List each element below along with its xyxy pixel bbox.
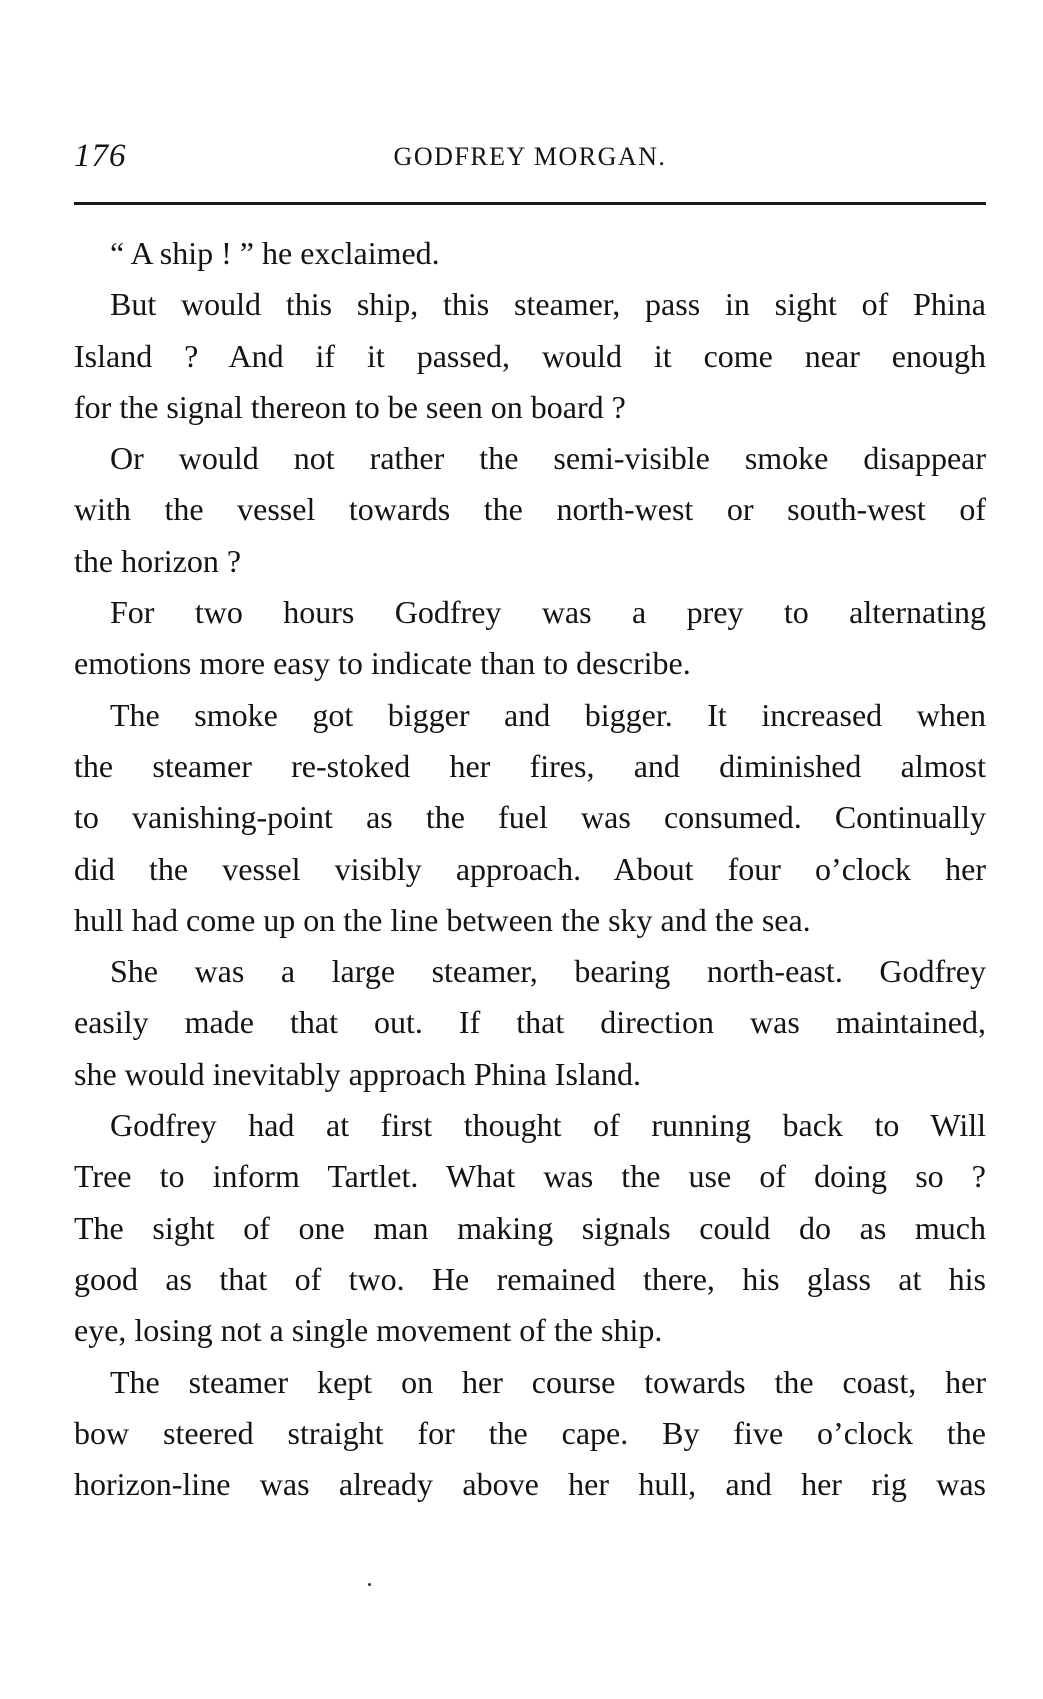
text-line: eye, losing not a single movement of the ship. <box>74 1312 663 1349</box>
text-line: The steamer kept on her course towards the coast, her <box>110 1363 986 1400</box>
print-speck <box>368 1583 371 1586</box>
text-line: Island ? And if it passed, would it come near enough <box>74 337 986 374</box>
text-line: the horizon ? <box>74 542 242 579</box>
text-line: Or would not rather the semi-visible smoke disappear <box>110 440 986 477</box>
text-line: The smoke got bigger and bigger. It increased when <box>110 696 986 733</box>
text-line: for the signal thereon to be seen on board ? <box>74 388 626 425</box>
text-line: emotions more easy to indicate than to describe. <box>74 645 691 682</box>
text-line: horizon-line was already above her hull, and her rig was <box>74 1466 986 1503</box>
text-line: hull had come up on the line between the sky and the sea. <box>74 901 811 938</box>
page-number: 176 <box>74 138 127 174</box>
text-line: “ A ship ! ” he exclaimed. <box>110 235 440 271</box>
text-line: Godfrey had at first thought of running back to Will <box>110 1107 986 1144</box>
text-line: For two hours Godfrey was a prey to alternating <box>110 594 986 631</box>
text-line: The sight of one man making signals could do as much <box>74 1209 986 1246</box>
header-rule <box>74 202 986 205</box>
text-line: she would inevitably approach Phina Island. <box>74 1055 641 1092</box>
text-line: Tree to inform Tartlet. What was the use of doing so ? <box>74 1158 986 1195</box>
running-title: GODFREY MORGAN. <box>393 142 667 171</box>
text-line: good as that of two. He remained there, his glass at his <box>74 1260 986 1297</box>
body-text <box>74 228 986 1510</box>
text-line: easily made that out. If that direction was maintained, <box>74 1004 986 1041</box>
text-line: with the vessel towards the north-west or south-west of <box>74 491 986 528</box>
text-line: to vanishing-point as the fuel was consumed. Continually <box>74 799 986 836</box>
text-line: the steamer re-stoked her fires, and diminished almost <box>74 747 986 784</box>
running-head <box>74 138 986 178</box>
text-line: bow steered straight for the cape. By five o’clock the <box>74 1414 986 1451</box>
text-line: She was a large steamer, bearing north-east. Godfrey <box>110 953 986 990</box>
text-line: did the vessel visibly approach. About four o’clock her <box>74 850 986 887</box>
text-line: But would this ship, this steamer, pass in sight of Phina <box>110 286 986 323</box>
